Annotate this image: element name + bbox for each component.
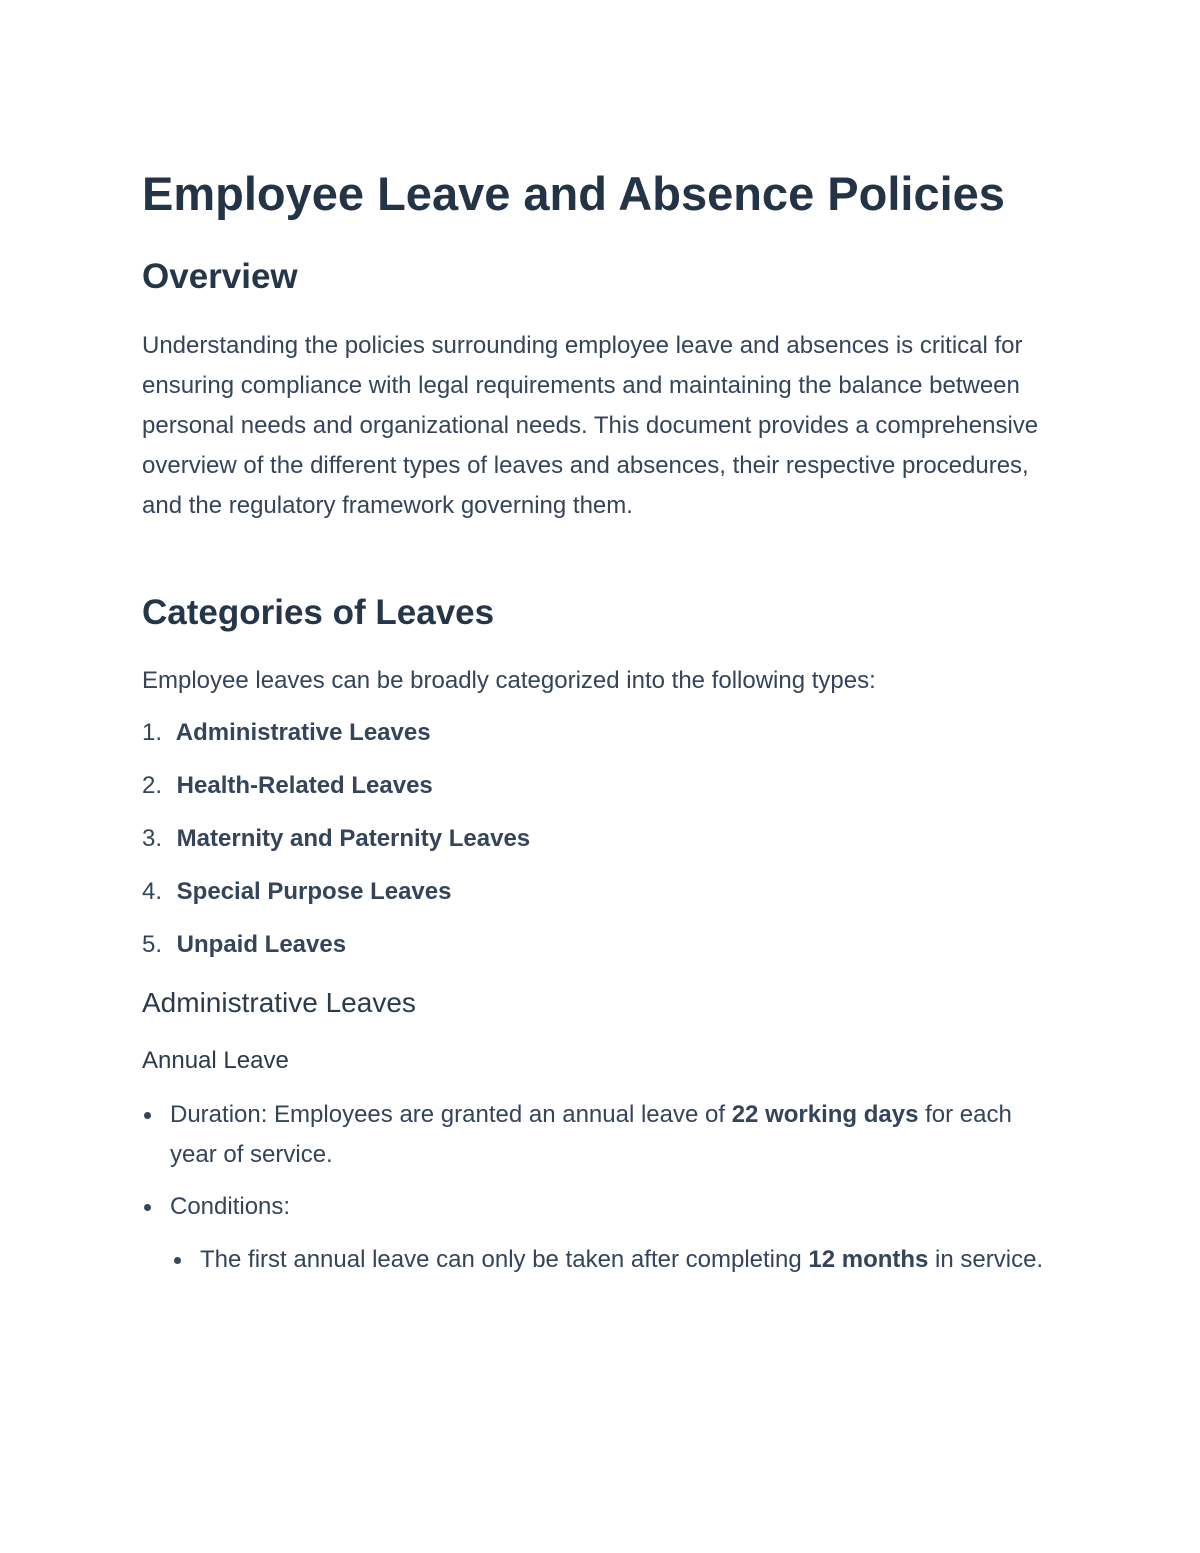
list-item-number: 5. [142, 931, 163, 958]
overview-heading: Overview [142, 257, 298, 296]
duration-suffix: for each year of service. [170, 1101, 1012, 1168]
administrative-leaves-heading: Administrative Leaves [142, 987, 416, 1018]
categories-heading: Categories of Leaves [142, 593, 495, 632]
list-item [142, 872, 530, 925]
list-item-number: 4. [142, 878, 163, 905]
condition-bullet [200, 1240, 1070, 1280]
list-item-number: 1. [142, 719, 163, 746]
overview-paragraph: Understanding the policies surrounding employee leave and absences is critical for ensuring compliance with legal requirements and maintaining the balance between personal needs and organizational needs. This document provides a comprehensive overview of the different types of leaves and absences, their respective procedures, and the regulatory framework governing them. [142, 332, 1039, 519]
list-item-label: Administrative Leaves [175, 719, 431, 746]
conditions-bullet [170, 1187, 1060, 1227]
condition-suffix: in service. [928, 1246, 1044, 1273]
categories-intro: Employee leaves can be broadly categorized into the following types: [142, 667, 876, 694]
list-item [142, 766, 530, 819]
list-item [142, 713, 530, 766]
condition-months: 12 months [808, 1246, 929, 1273]
list-item-number: 3. [142, 825, 163, 852]
list-item [142, 819, 530, 872]
list-item-number: 2. [142, 772, 163, 799]
duration-text: Duration: Employees are granted an annual leave of [170, 1101, 732, 1128]
list-item-label: Unpaid Leaves [176, 931, 347, 958]
list-item-label: Special Purpose Leaves [176, 878, 452, 905]
annual-leave-subheading: Annual Leave [142, 1047, 289, 1074]
document-title: Employee Leave and Absence Policies [142, 167, 1005, 220]
conditions-label: Conditions: [170, 1193, 291, 1220]
duration-bullet [170, 1095, 1060, 1175]
list-item-label: Maternity and Paternity Leaves [176, 825, 531, 852]
list-item [142, 925, 530, 978]
leave-categories-list [142, 713, 530, 978]
condition-text: The first annual leave can only be taken after completing [200, 1246, 809, 1273]
duration-days: 22 working days [731, 1101, 919, 1128]
list-item-label: Health-Related Leaves [176, 772, 433, 799]
